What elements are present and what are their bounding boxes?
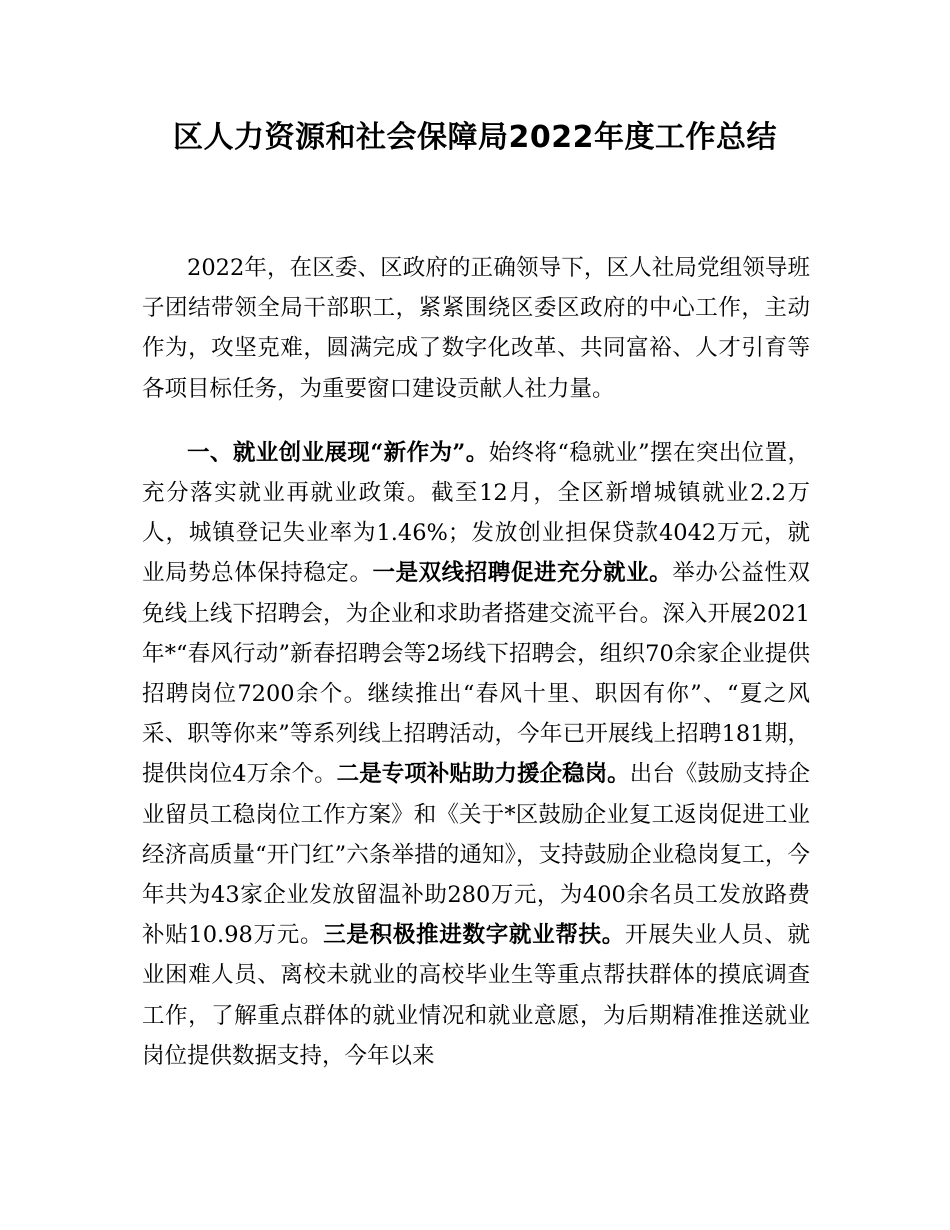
text-run: 开展失业人员、就业困难人员、离校未就业的高校毕业生等重点帮扶群体的摸底调查工作，了解重点群体的就业情况和就业意愿，为后期精准推送就业岗位提供数据支持，今年以来 (142, 922, 810, 1069)
bold-heading-run: 一是双线招聘促进充分就业。 (372, 560, 673, 587)
text-run: 2022年，在区委、区政府的正确领导下，区人社局党组领导班子团结带领全局干部职工，紧紧围绕区委区政府的中心工作，主动作为，攻坚克难，圆满完成了数字化改革、共同富裕、人才引育等各项目标任务，为重要窗口建设贡献人社力量。 (142, 255, 810, 402)
paragraph (142, 433, 810, 1076)
bold-heading-run: 一、就业创业展现“新作为”。 (187, 439, 489, 466)
paragraph (142, 248, 810, 409)
text-run: 出台《鼓励支持企业留员工稳岗位工作方案》和《关于*区鼓励企业复工返岗促进工业经济高质量“开门红”六条举措的通知》，支持鼓励企业稳岗复工，今年共为43家企业发放留温补助280万元，为400余名员工发放路费补贴10.98万元。 (142, 761, 810, 949)
bold-heading-run: 二是专项补贴助力援企稳岗。 (336, 761, 630, 788)
text-run: 举办公益性双免线上线下招聘会，为企业和求助者搭建交流平台。深入开展2021年*“春风行动”新春招聘会等2场线下招聘会，组织70余家企业提供招聘岗位7200余个。继续推出“春风十里、职因有你”、“夏之风采、职等你来”等系列线上招聘活动，今年已开展线上招聘181期，提供岗位4万余个。 (142, 560, 810, 788)
text-run: 始终将“稳就业”摆在突出位置，充分落实就业再就业政策。截至12月，全区新增城镇就业2.2万人，城镇登记失业率为1.46%；发放创业担保贷款4042万元，就业局势总体保持稳定。 (142, 439, 810, 587)
document-body (142, 248, 810, 1076)
bold-heading-run: 三是积极推进数字就业帮扶。 (323, 922, 625, 949)
document-title: 区人力资源和社会保障局2022年度工作总结 (173, 120, 777, 155)
